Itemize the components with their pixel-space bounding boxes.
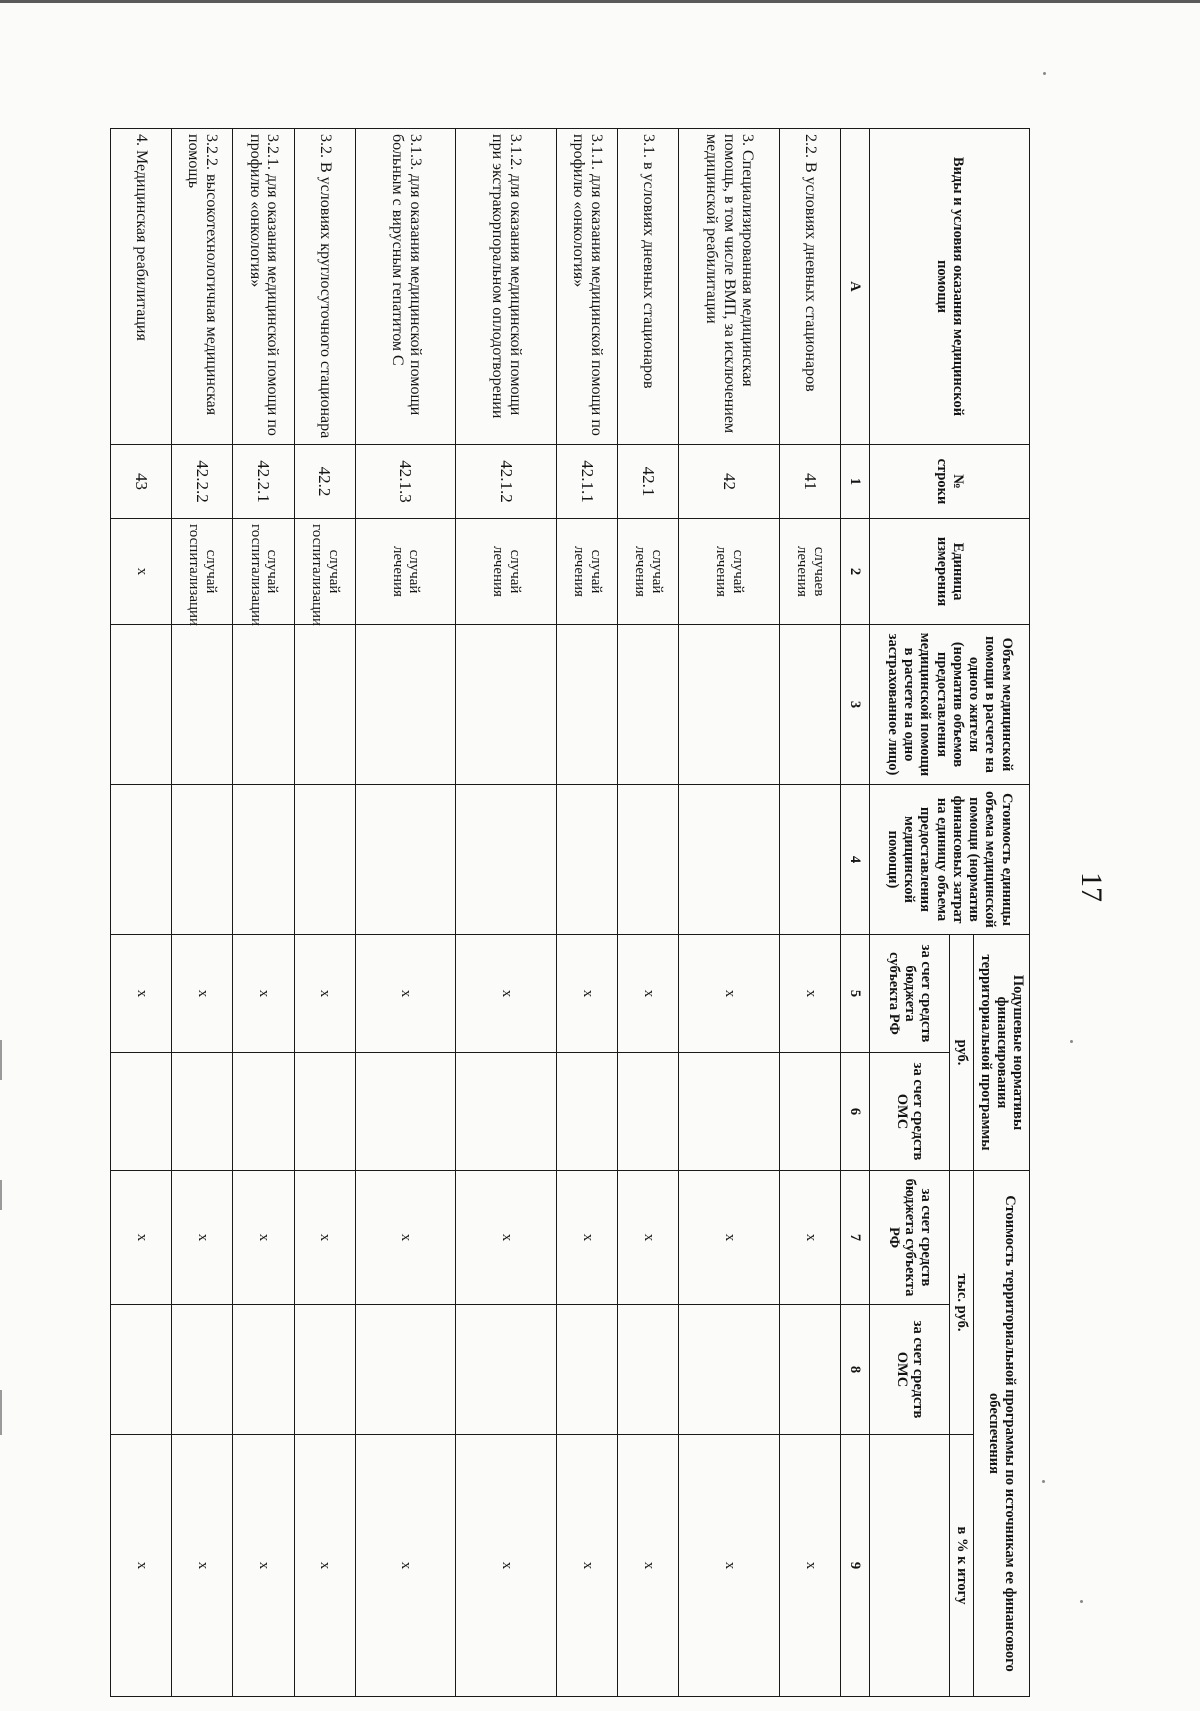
- table-row: [456, 129, 557, 1697]
- scan-edge-mark: [0, 1390, 2, 1435]
- cell-oms-cost: [172, 1305, 233, 1435]
- column-index: 2: [841, 519, 870, 625]
- cell-budget-per-capita: х: [172, 935, 233, 1053]
- row-unit: случай лечения: [618, 519, 679, 625]
- scan-speck: [1080, 1600, 1083, 1603]
- cell-budget-cost: х: [355, 1171, 456, 1305]
- header-per-capita: Подушевые нормативы финансирования территориальной программы: [974, 935, 1030, 1171]
- header-percent-total: в % к итогу: [950, 1435, 974, 1697]
- row-name: 3. Специализированная медицинская помощь, в том числе ВМП, за исключением медицинской реабилитации: [679, 129, 780, 445]
- header-line-no: № строки: [870, 445, 1030, 519]
- row-unit: случай лечения: [557, 519, 618, 625]
- row-number: 42.1.2: [456, 445, 557, 519]
- cell-oms-per-capita: [456, 1053, 557, 1171]
- cell-oms-per-capita: [294, 1053, 355, 1171]
- cell-volume: [679, 625, 780, 785]
- header-oms: за счет средств ОМС: [870, 1053, 950, 1171]
- header-unit: Единица измерения: [870, 519, 1030, 625]
- cell-budget-cost: х: [172, 1171, 233, 1305]
- cell-budget-per-capita: х: [294, 935, 355, 1053]
- table-row: [294, 129, 355, 1697]
- cell-budget-per-capita: х: [679, 935, 780, 1053]
- cell-budget-per-capita: х: [355, 935, 456, 1053]
- table-row: [355, 129, 456, 1697]
- header-volume: Объем медицинской помощи в расчете на одного жителя (норматив объемов предоставления медицинской помощи в расчете на одно застрахованное лицо): [870, 625, 1030, 785]
- cell-cost-unit: [780, 785, 841, 935]
- cell-oms-per-capita: [780, 1053, 841, 1171]
- row-number: 42.1: [618, 445, 679, 519]
- column-index: 5: [841, 935, 870, 1053]
- row-unit: случаев лечения: [780, 519, 841, 625]
- header-cost-program: Стоимость территориальной программы по источникам ее финансового обеспечения: [974, 1171, 1030, 1697]
- row-name: 3.2. В условиях круглосуточного стационара: [294, 129, 355, 445]
- table-row: [233, 129, 294, 1697]
- cell-oms-per-capita: [355, 1053, 456, 1171]
- cell-oms-per-capita: [618, 1053, 679, 1171]
- row-unit: случай лечения: [456, 519, 557, 625]
- row-number: 43: [111, 445, 172, 519]
- row-number: 41: [780, 445, 841, 519]
- cell-percent: х: [111, 1435, 172, 1697]
- row-name: 4. Медицинская реабилитация: [111, 129, 172, 445]
- column-index: А: [841, 129, 870, 445]
- cell-budget-per-capita: х: [111, 935, 172, 1053]
- cell-cost-unit: [294, 785, 355, 935]
- column-index: 4: [841, 785, 870, 935]
- column-index: 3: [841, 625, 870, 785]
- cell-volume: [557, 625, 618, 785]
- table-row: [111, 129, 172, 1697]
- row-number: 42.1.1: [557, 445, 618, 519]
- cell-oms-per-capita: [111, 1053, 172, 1171]
- cell-percent: х: [294, 1435, 355, 1697]
- cell-cost-unit: [233, 785, 294, 935]
- cell-oms-cost: [111, 1305, 172, 1435]
- rotated-table-container: [110, 128, 1030, 1696]
- row-name: 3.1.3. для оказания медицинской помощи больным с вирусным гепатитом С: [355, 129, 456, 445]
- row-number: 42.2.2: [172, 445, 233, 519]
- table-row: [172, 129, 233, 1697]
- row-unit: случай госпитализации: [172, 519, 233, 625]
- row-number: 42.2.1: [233, 445, 294, 519]
- cell-budget-cost: х: [456, 1171, 557, 1305]
- cell-oms-cost: [780, 1305, 841, 1435]
- financing-table: [110, 128, 1030, 1697]
- cell-cost-unit: [355, 785, 456, 935]
- cell-volume: [780, 625, 841, 785]
- cell-oms-cost: [618, 1305, 679, 1435]
- cell-cost-unit: [111, 785, 172, 935]
- row-unit: случай лечения: [679, 519, 780, 625]
- table-row: [679, 129, 780, 1697]
- header-kinds: Виды и условия оказания медицинской помощи: [870, 129, 1030, 445]
- cell-oms-cost: [557, 1305, 618, 1435]
- table-row: [557, 129, 618, 1697]
- header-budget-rf: за счет средств бюджета субъекта РФ: [870, 935, 950, 1053]
- row-name: 3.1.1. для оказания медицинской помощи по профилю «онкология»: [557, 129, 618, 445]
- scan-edge-mark: [0, 1180, 2, 1210]
- cell-percent: х: [557, 1435, 618, 1697]
- scan-speck: [1070, 1040, 1073, 1043]
- cell-budget-cost: х: [679, 1171, 780, 1305]
- cell-budget-cost: х: [233, 1171, 294, 1305]
- table-row: [618, 129, 679, 1697]
- header-rub: руб.: [950, 935, 974, 1171]
- cell-percent: х: [172, 1435, 233, 1697]
- row-unit: х: [111, 519, 172, 625]
- row-unit: случай госпитализации: [233, 519, 294, 625]
- cell-percent: х: [233, 1435, 294, 1697]
- column-index: 8: [841, 1305, 870, 1435]
- column-index: 7: [841, 1171, 870, 1305]
- row-number: 42.1.3: [355, 445, 456, 519]
- cell-percent: х: [780, 1435, 841, 1697]
- column-index: 6: [841, 1053, 870, 1171]
- header-thousand-rub: тыс. руб.: [950, 1171, 974, 1435]
- cell-budget-per-capita: х: [780, 935, 841, 1053]
- header-budget-rf: за счет средств бюджета субъекта РФ: [870, 1171, 950, 1305]
- row-unit: случай госпитализации: [294, 519, 355, 625]
- cell-oms-per-capita: [172, 1053, 233, 1171]
- cell-cost-unit: [557, 785, 618, 935]
- cell-percent: х: [618, 1435, 679, 1697]
- cell-cost-unit: [172, 785, 233, 935]
- row-unit: случай лечения: [355, 519, 456, 625]
- scan-speck: [1043, 72, 1046, 75]
- cell-budget-cost: х: [618, 1171, 679, 1305]
- page-number: 17: [1075, 872, 1108, 902]
- scan-top-edge-line: [0, 0, 1200, 3]
- cell-percent: х: [456, 1435, 557, 1697]
- cell-budget-per-capita: х: [618, 935, 679, 1053]
- cell-percent: х: [679, 1435, 780, 1697]
- cell-oms-per-capita: [557, 1053, 618, 1171]
- cell-cost-unit: [679, 785, 780, 935]
- row-number: 42.2: [294, 445, 355, 519]
- row-name: 2.2. В условиях дневных стационаров: [780, 129, 841, 445]
- cell-volume: [618, 625, 679, 785]
- cell-budget-cost: х: [111, 1171, 172, 1305]
- row-name: 3.2.2. высокотехнологичная медицинская помощь: [172, 129, 233, 445]
- cell-budget-per-capita: х: [456, 935, 557, 1053]
- cell-volume: [172, 625, 233, 785]
- column-index: 1: [841, 445, 870, 519]
- table-row: [780, 129, 841, 1697]
- cell-volume: [233, 625, 294, 785]
- row-name: 3.2.1. для оказания медицинской помощи по профилю «онкология»: [233, 129, 294, 445]
- cell-oms-cost: [456, 1305, 557, 1435]
- cell-volume: [294, 625, 355, 785]
- cell-oms-per-capita: [679, 1053, 780, 1171]
- cell-budget-cost: х: [557, 1171, 618, 1305]
- header-cost-unit: Стоимость единицы объема медицинской помощи (норматив финансовых затрат на единицу объема предоставления медицинской помощи): [870, 785, 1030, 935]
- cell-volume: [355, 625, 456, 785]
- cell-oms-cost: [294, 1305, 355, 1435]
- cell-budget-per-capita: х: [557, 935, 618, 1053]
- scan-speck: [1042, 1480, 1045, 1483]
- cell-budget-cost: х: [780, 1171, 841, 1305]
- cell-budget-cost: х: [294, 1171, 355, 1305]
- cell-cost-unit: [456, 785, 557, 935]
- cell-cost-unit: [618, 785, 679, 935]
- header-percent-blank: [870, 1435, 950, 1697]
- cell-percent: х: [355, 1435, 456, 1697]
- cell-volume: [111, 625, 172, 785]
- header-oms: за счет средств ОМС: [870, 1305, 950, 1435]
- cell-oms-cost: [233, 1305, 294, 1435]
- cell-volume: [456, 625, 557, 785]
- scan-edge-mark: [0, 1040, 2, 1080]
- row-name: 3.1. в условиях дневных стационаров: [618, 129, 679, 445]
- cell-budget-per-capita: х: [233, 935, 294, 1053]
- row-name: 3.1.2. для оказания медицинской помощи при экстракорпоральном оплодотворении: [456, 129, 557, 445]
- cell-oms-cost: [355, 1305, 456, 1435]
- column-index: 9: [841, 1435, 870, 1697]
- cell-oms-per-capita: [233, 1053, 294, 1171]
- row-number: 42: [679, 445, 780, 519]
- cell-oms-cost: [679, 1305, 780, 1435]
